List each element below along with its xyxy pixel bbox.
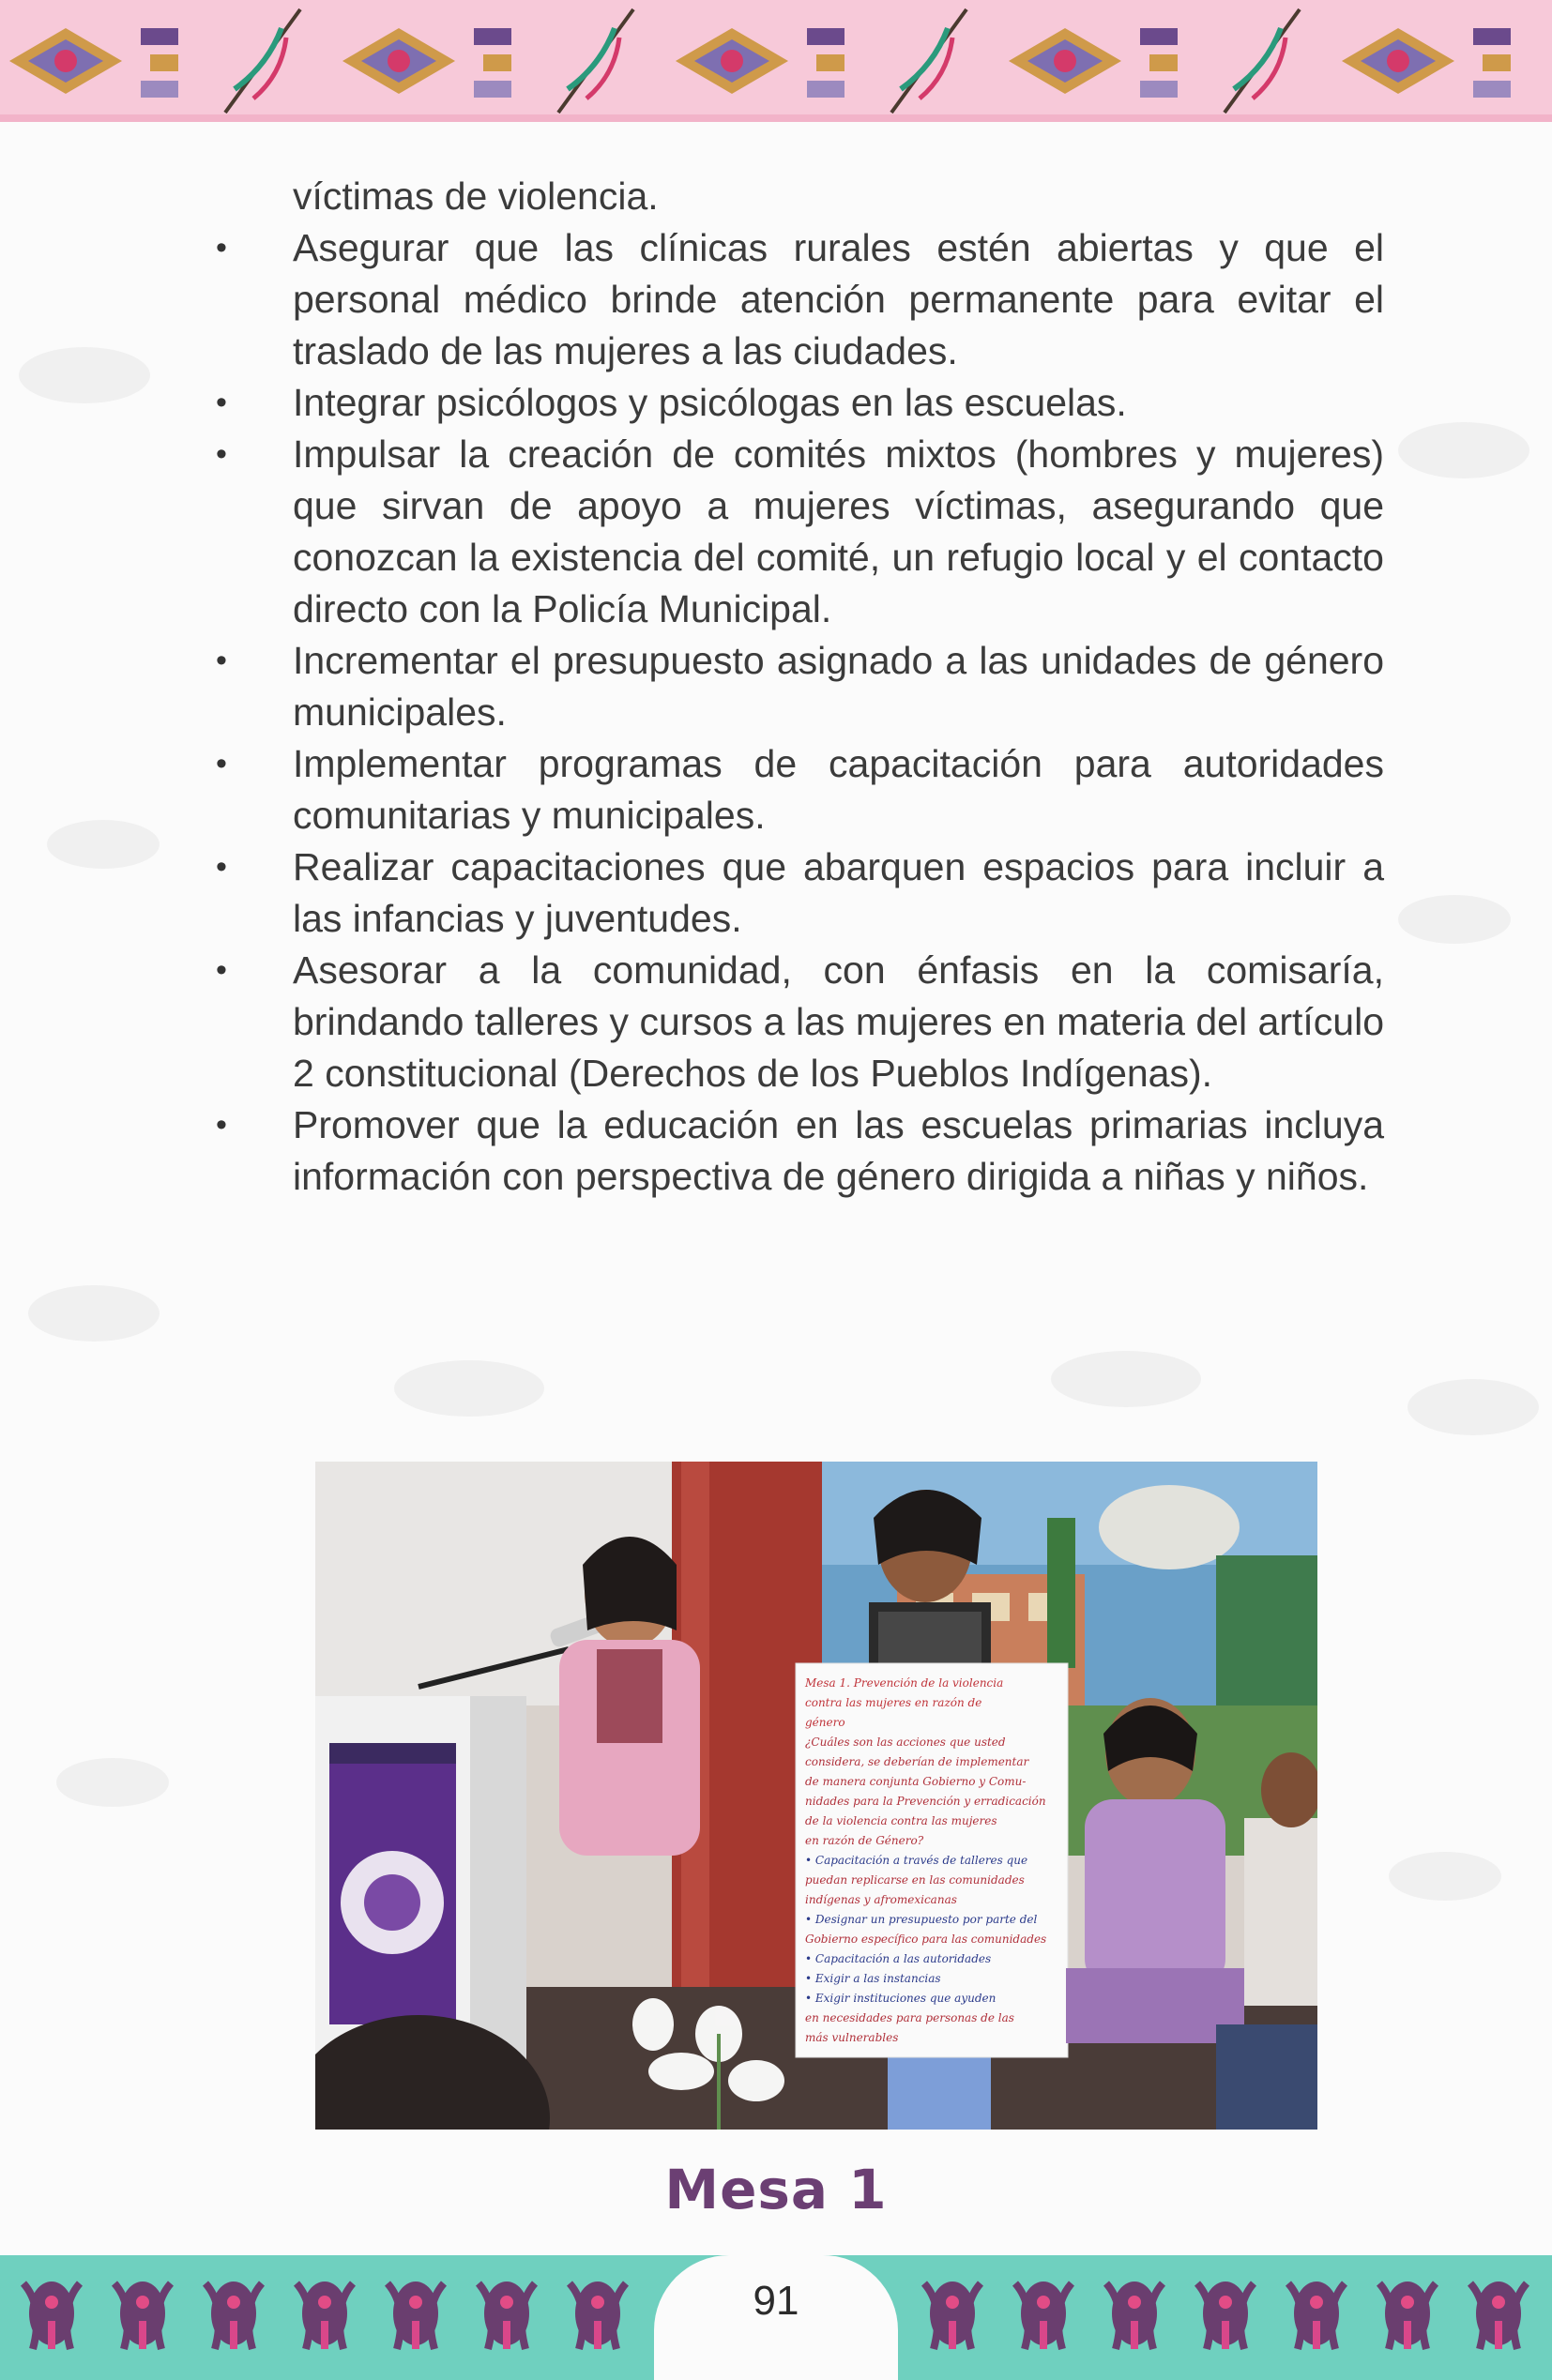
- poster-line: en necesidades para personas de las: [805, 2011, 1014, 2024]
- list-item: • Impulsar la creación de comités mixtos (hombres y mujeres) que sirvan de apoyo a mujeres víctimas, asegurando que conozcan la existencia del comité, un refugio local y el contacto directo con la Policía Municipal.: [216, 429, 1384, 635]
- poster-line: • Exigir instituciones que ayuden: [805, 1992, 997, 2005]
- recommendations-list: [216, 171, 1384, 1203]
- poster-line: género: [805, 1716, 845, 1729]
- list-item: • Asegurar que las clínicas rurales estén abiertas y que el personal médico brinde atención permanente para evitar el traslado de las mujeres a las ciudades.: [216, 222, 1384, 377]
- poster-line: • Designar un presupuesto por parte del: [805, 1913, 1038, 1926]
- poster-line: • Capacitación a través de talleres que: [805, 1854, 1028, 1867]
- poster-line: • Exigir a las instancias: [805, 1972, 941, 1985]
- event-photo: [315, 1462, 1317, 2130]
- poster-line: puedan replicarse en las comunidades: [805, 1873, 1025, 1887]
- poster-line: Mesa 1. Prevención de la violencia: [805, 1676, 1004, 1690]
- photo-caption: Mesa 1: [664, 2158, 888, 2221]
- poster-line: contra las mujeres en razón de: [805, 1696, 982, 1709]
- poster-line: indígenas y afromexicanas: [805, 1893, 957, 1906]
- list-item: • Integrar psicólogos y psicólogas en las escuelas.: [216, 377, 1384, 429]
- list-item: víctimas de violencia.: [293, 174, 659, 218]
- poster-line: en razón de Género?: [805, 1834, 924, 1847]
- poster-line: nidades para la Prevención y erradicación: [805, 1795, 1046, 1808]
- top-decorative-band: [0, 0, 1552, 122]
- embroidery-pattern: [0, 0, 1552, 122]
- poster-line: ¿Cuáles son las acciones que usted: [805, 1736, 1006, 1749]
- list-item: • Asesorar a la comunidad, con énfasis en la comisaría, brindando talleres y cursos a las mujeres en materia del artículo 2 constitucional (Derechos de los Pueblos Indígenas).: [216, 945, 1384, 1099]
- poster-line: de manera conjunta Gobierno y Comu-: [805, 1775, 1027, 1788]
- photo-illustration: [315, 1462, 1317, 2130]
- list-item: • Incrementar el presupuesto asignado a las unidades de género municipales.: [216, 635, 1384, 738]
- poster-line: • Capacitación a las autoridades: [805, 1952, 992, 1965]
- page-number: 91: [753, 2278, 799, 2324]
- poster-line: considera, se deberían de implementar: [805, 1755, 1029, 1768]
- poster-line: más vulnerables: [805, 2031, 899, 2044]
- poster-line: de la violencia contra las mujeres: [805, 1814, 997, 1827]
- list-item: • Realizar capacitaciones que abarquen espacios para incluir a las infancias y juventudes.: [216, 841, 1384, 945]
- poster-line: Gobierno específico para las comunidades: [805, 1933, 1047, 1946]
- list-item: • Promover que la educación en las escuelas primarias incluya información con perspectiva de género dirigida a niñas y niños.: [216, 1099, 1384, 1203]
- list-item: • Implementar programas de capacitación para autoridades comunitarias y municipales.: [216, 738, 1384, 841]
